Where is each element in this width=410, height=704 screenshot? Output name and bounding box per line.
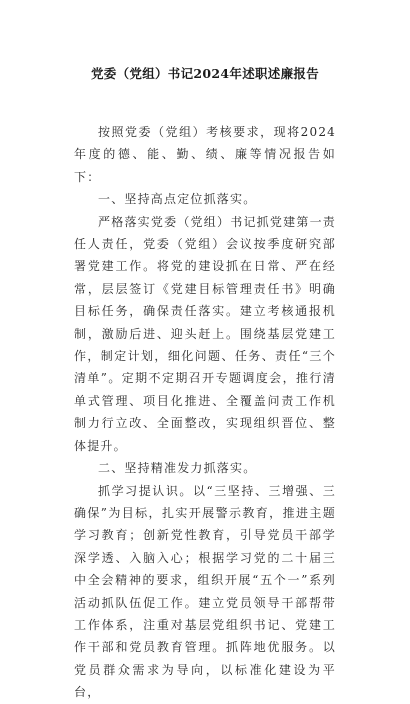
intro-paragraph: 按照党委（党组）考核要求，现将2024年度的德、能、勤、绩、廉等情况报告如下： [74, 125, 336, 184]
section-1-paragraph: 严格落实党委（党组）书记抓党建第一责任人责任，党委（党组）会议按季度研究部署党建工作。将党的建设抓在日常、严在经常，层层签订《党建目标管理责任书》明确目标任务，确保责任落实。建立考核通报机制，激励后进、迎头赶上。围绕基层党建工作，制定计划，细化问题、任务、责任“三个清单”。定期不定期召开专题调度会，推行清单式管理、项目化推进、全覆盖问责工作机制力行立改、全面整改，实现组织晋位、整体提升。 [74, 214, 336, 453]
section-2-paragraph: 抓学习提认识。以“三坚持、三增强、三确保”为目标，扎实开展警示教育，推进主题学习教育；创新党性教育，引导党员干部学深学透、入脑入心；根据学习党的二十届三中全会精神的要求，组织开展“五个一”系列活动抓队伍促工作。建立党员领导干部帮带工作体系，注重对基层党组织书记、党建工作干部和党员教育管理。抓阵地优服务。以党员群众需求为导向，以标准化建设为平台， [74, 483, 336, 700]
section-heading-2: 二、坚持精准发力抓落实。 [98, 461, 257, 476]
document-title: 党委（党组）书记2024年述职述廉报告 [91, 66, 319, 81]
section-heading-1: 一、坚持高点定位抓落实。 [98, 192, 257, 207]
